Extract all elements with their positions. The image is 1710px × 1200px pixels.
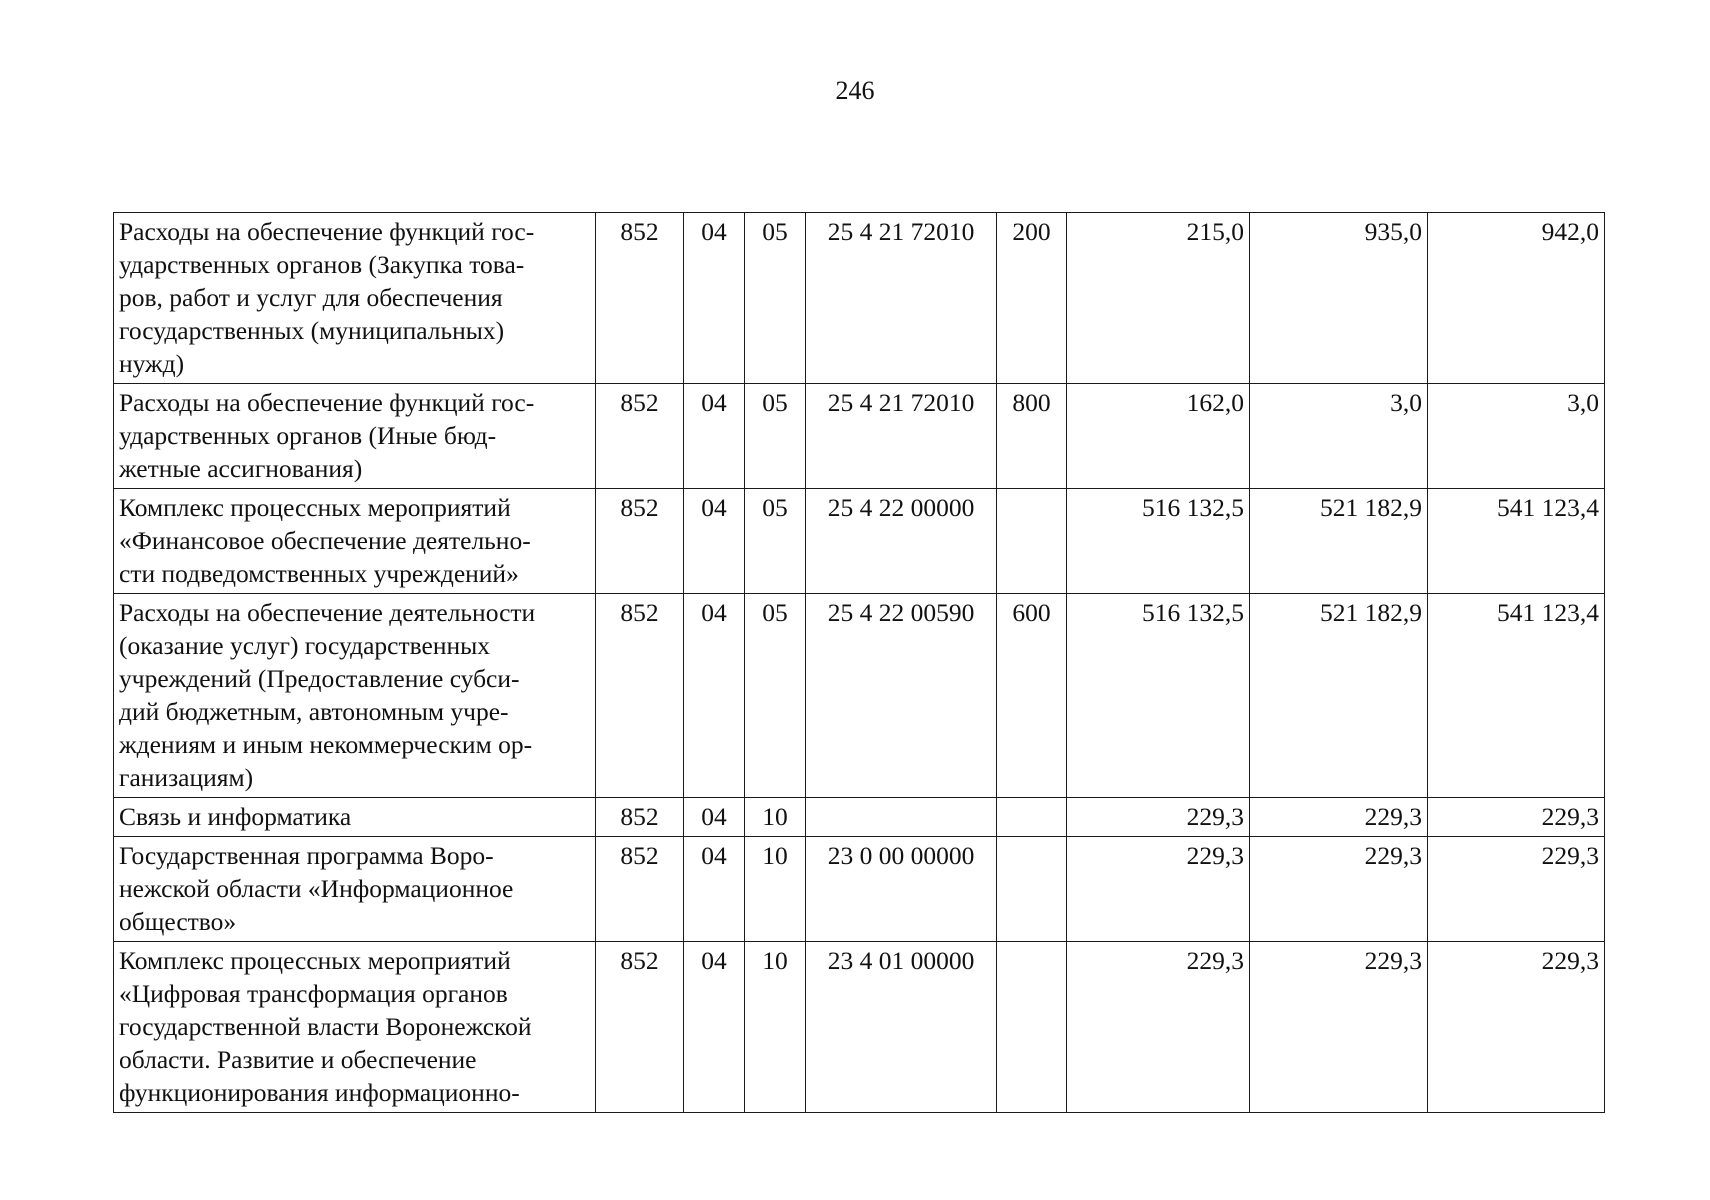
cell-rz: 04 [684, 942, 745, 1113]
cell-grbs: 852 [596, 942, 684, 1113]
cell-rz: 04 [684, 798, 745, 837]
table-row [114, 213, 1605, 384]
cell-vr [997, 489, 1067, 594]
cell-sum-1: 229,3 [1067, 942, 1250, 1113]
cell-sum-3: 229,3 [1428, 942, 1605, 1113]
cell-pr: 05 [745, 384, 806, 489]
name-line: жетные ассигнования) [119, 454, 363, 483]
cell-rz: 04 [684, 489, 745, 594]
cell-sum-1: 516 132,5 [1067, 594, 1250, 798]
name-line: ров, работ и услуг для обеспечения [119, 283, 503, 312]
name-line: Расходы на обеспечение функций гос- [119, 388, 535, 417]
cell-csr: 23 0 00 00000 [806, 837, 997, 942]
cell-sum-3: 229,3 [1428, 798, 1605, 837]
cell-sum-3: 541 123,4 [1428, 594, 1605, 798]
table-row [114, 594, 1605, 798]
name-line: ударственных органов (Закупка това- [119, 250, 525, 279]
cell-vr: 800 [997, 384, 1067, 489]
name-line: дий бюджетным, автономным учре- [119, 697, 509, 726]
cell-csr: 25 4 21 72010 [806, 213, 997, 384]
name-line: Комплекс процессных мероприятий [119, 946, 511, 975]
cell-sum-1: 229,3 [1067, 798, 1250, 837]
table-row [114, 384, 1605, 489]
cell-pr: 10 [745, 837, 806, 942]
cell-grbs: 852 [596, 489, 684, 594]
cell-sum-2: 935,0 [1250, 213, 1428, 384]
name-line: Связь и информатика [119, 802, 352, 831]
name-line: ударственных органов (Иные бюд- [119, 421, 497, 450]
name-line: «Финансовое обеспечение деятельно- [119, 526, 531, 555]
cell-vr [997, 798, 1067, 837]
cell-sum-1: 229,3 [1067, 837, 1250, 942]
cell-name [114, 594, 596, 798]
cell-csr: 25 4 22 00000 [806, 489, 997, 594]
cell-pr: 10 [745, 942, 806, 1113]
cell-vr [997, 942, 1067, 1113]
cell-pr: 05 [745, 594, 806, 798]
cell-csr [806, 798, 997, 837]
name-line: ждениям и иным некоммерческим ор- [119, 730, 533, 759]
table-body [114, 213, 1605, 1113]
cell-pr: 05 [745, 489, 806, 594]
cell-sum-3: 942,0 [1428, 213, 1605, 384]
cell-csr: 23 4 01 00000 [806, 942, 997, 1113]
cell-name [114, 798, 596, 837]
cell-sum-2: 3,0 [1250, 384, 1428, 489]
name-line: Расходы на обеспечение функций гос- [119, 217, 535, 246]
name-line: Расходы на обеспечение деятельности [119, 598, 536, 627]
name-line: Комплекс процессных мероприятий [119, 493, 511, 522]
table-row [114, 798, 1605, 837]
table-row [114, 942, 1605, 1113]
cell-sum-3: 541 123,4 [1428, 489, 1605, 594]
cell-grbs: 852 [596, 594, 684, 798]
cell-grbs: 852 [596, 837, 684, 942]
name-line: (оказание услуг) государственных [119, 631, 491, 660]
cell-sum-2: 229,3 [1250, 942, 1428, 1113]
cell-grbs: 852 [596, 384, 684, 489]
cell-sum-1: 215,0 [1067, 213, 1250, 384]
cell-rz: 04 [684, 213, 745, 384]
cell-sum-2: 229,3 [1250, 837, 1428, 942]
name-line: сти подведомственных учреждений» [119, 559, 519, 588]
cell-grbs: 852 [596, 798, 684, 837]
cell-sum-2: 521 182,9 [1250, 594, 1428, 798]
name-line: общество» [119, 907, 237, 936]
name-line: учреждений (Предоставление субси- [119, 664, 520, 693]
cell-sum-3: 3,0 [1428, 384, 1605, 489]
cell-rz: 04 [684, 384, 745, 489]
cell-rz: 04 [684, 837, 745, 942]
name-line: нужд) [119, 349, 185, 378]
cell-name [114, 489, 596, 594]
name-line: государственных (муниципальных) [119, 316, 505, 345]
cell-sum-1: 516 132,5 [1067, 489, 1250, 594]
cell-sum-2: 229,3 [1250, 798, 1428, 837]
cell-csr: 25 4 22 00590 [806, 594, 997, 798]
cell-vr [997, 837, 1067, 942]
name-line: Государственная программа Воро- [119, 841, 494, 870]
budget-table [113, 212, 1605, 1113]
cell-vr: 200 [997, 213, 1067, 384]
cell-sum-3: 229,3 [1428, 837, 1605, 942]
name-line: «Цифровая трансформация органов [119, 979, 508, 1008]
cell-sum-1: 162,0 [1067, 384, 1250, 489]
name-line: нежской области «Информационное [119, 874, 514, 903]
cell-sum-2: 521 182,9 [1250, 489, 1428, 594]
cell-name [114, 942, 596, 1113]
name-line: ганизациям) [119, 763, 254, 792]
table-row [114, 837, 1605, 942]
cell-name [114, 384, 596, 489]
name-line: государственной власти Воронежской [119, 1012, 532, 1041]
cell-rz: 04 [684, 594, 745, 798]
cell-csr: 25 4 21 72010 [806, 384, 997, 489]
cell-pr: 05 [745, 213, 806, 384]
cell-pr: 10 [745, 798, 806, 837]
cell-grbs: 852 [596, 213, 684, 384]
page-number: 246 [835, 76, 875, 105]
cell-name [114, 213, 596, 384]
cell-name [114, 837, 596, 942]
cell-vr: 600 [997, 594, 1067, 798]
name-line: области. Развитие и обеспечение [119, 1045, 477, 1074]
table-row [114, 489, 1605, 594]
name-line: функционирования информационно- [119, 1078, 520, 1107]
